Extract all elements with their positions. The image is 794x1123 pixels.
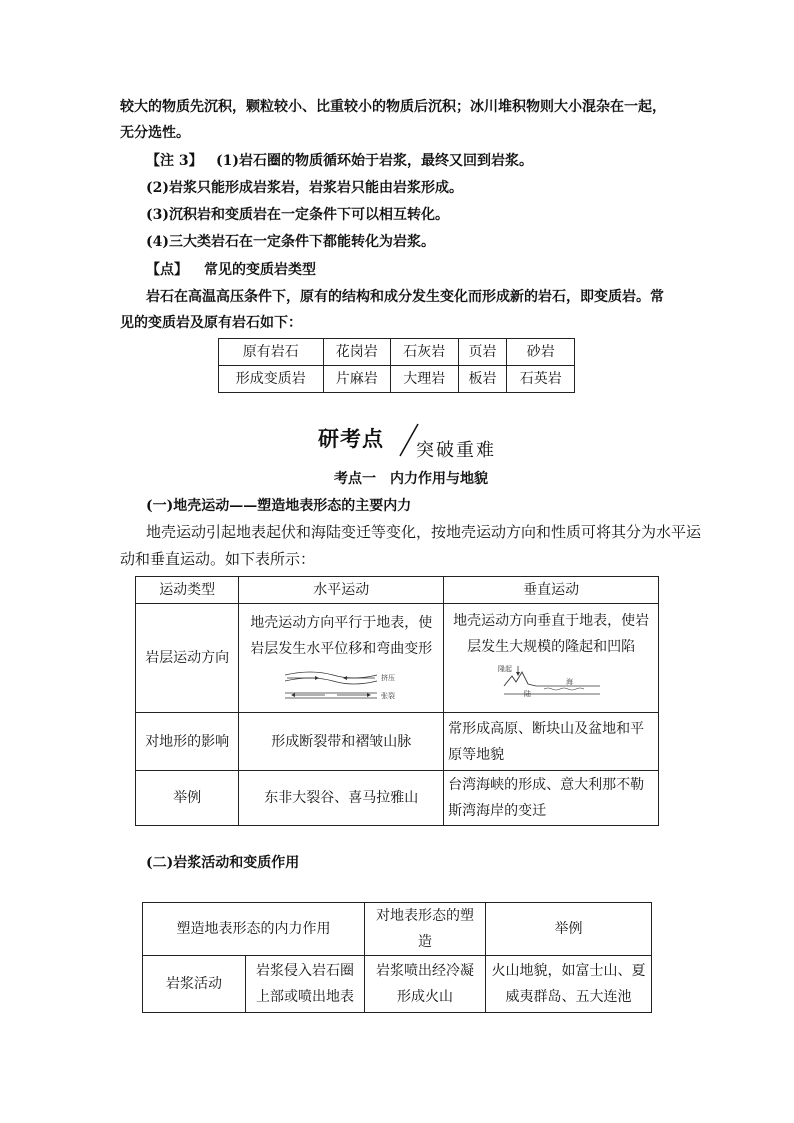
sub1-para-line-2: 动和垂直运动。如下表所示： [120,550,316,568]
row2-v-line-1: 常形成高原、断块山及盆地和平 [448,720,645,737]
diagram-label-sea: 海 [566,678,574,686]
magma-table [142,902,652,1013]
table-row-label: 岩浆活动 [143,956,246,1013]
magma-c3-line-2: 形成火山 [397,989,453,1005]
table-row [143,956,652,1013]
table-cell [444,713,659,771]
table-cell [246,956,365,1013]
table-cell: 大理岩 [391,366,458,393]
row2-v-line-2: 原等地貌 [448,746,505,763]
table-row-label: 举例 [136,771,239,826]
table-row [219,339,575,366]
horizontal-movement-diagram [281,666,401,702]
table-cell: 砂岩 [507,339,575,366]
table-row [136,771,659,826]
diagram-label-land: 陆 [524,690,532,698]
table-row [136,604,659,713]
table-cell: 片麻岩 [323,366,390,393]
table-row [136,577,659,604]
note3-item-3: (3)沉积岩和变质岩在一定条件下可以相互转化。 [146,207,449,223]
table-row [136,713,659,771]
section-header-small: 突破重难 [416,440,496,461]
kaodian-title: 考点一 内力作用与地貌 [334,471,488,487]
table-cell: 板岩 [458,366,507,393]
table-header-cell: 运动类型 [136,577,239,604]
table-cell [444,771,659,826]
table-cell [239,604,444,713]
note3-tag: 【注 3】 [146,153,203,169]
rock-table [218,338,575,393]
table-cell: 东非大裂谷、喜马拉雅山 [239,771,444,826]
diagram-label-uplift: 隆起 [498,665,513,673]
row1-v-line-2: 层发生大规模的隆起和凹陷 [467,639,636,655]
sub1-para-line-1: 地壳运动引起地表起伏和海陆变迁等变化，按地壳运动方向和性质可将其分为水平运 [146,523,702,541]
magma-c4-line-1: 火山地貌，如富士山、夏 [491,963,646,979]
row1-v-line-1: 地壳运动方向垂直于地表，使岩 [453,613,650,629]
table-header-cell: 水平运动 [239,577,444,604]
sub1-heading: (一)地壳运动——塑造地表形态的主要内力 [146,498,412,514]
note3-item-2: (2)岩浆只能形成岩浆岩，岩浆岩只能由岩浆形成。 [146,180,463,196]
row3-v-line-1: 台湾海峡的形成、意大利那不勒 [448,777,645,793]
note3-item-1: (1)岩石圈的物质循环始于岩浆，最终又回到岩浆。 [216,153,533,169]
table-cell: 页岩 [458,339,507,366]
table-cell: 石灰岩 [391,339,458,366]
table-header-cell: 举例 [486,903,652,956]
sub2-heading: (二)岩浆活动和变质作用 [146,855,300,871]
table-row [219,366,575,393]
diagram-label-squeeze: 挤压 [381,674,396,682]
vertical-movement-diagram [496,662,606,702]
diagram-label-rift: 张裂 [381,692,396,700]
table-cell [486,956,652,1013]
magma-header2-line-2: 造 [418,934,432,950]
table-cell: 形成变质岩 [219,366,324,393]
magma-c2-line-1: 岩浆侵入岩石圈 [256,963,354,979]
table-row-label: 对地形的影响 [136,713,239,771]
magma-header2-line-1: 对地表形态的塑 [376,908,474,924]
magma-c2-line-2: 上部或喷出地表 [256,989,354,1005]
table-header-cell: 塑造地表形态的内力作用 [143,903,365,956]
row1-h-line-1: 地壳运动方向平行于地表，使 [250,615,433,631]
magma-c4-line-2: 威夷群岛、五大连池 [505,989,632,1005]
point-tag: 【点】 [146,262,188,278]
intro-line-1: 较大的物质先沉积，颗粒较小、比重较小的物质后沉积；冰川堆积物则大小混杂在一起， [120,99,666,115]
point-para-line-2: 见的变质岩及原有岩石如下： [120,315,302,331]
point-title: 常见的变质岩类型 [204,262,316,278]
section-header-big: 研考点 [318,427,384,451]
table-cell: 花岗岩 [323,339,390,366]
table-cell: 石英岩 [507,366,575,393]
point-para-line-1: 岩石在高温高压条件下，原有的结构和成分发生变化而形成新的岩石，即变质岩。常 [146,289,664,305]
table-header-cell: 垂直运动 [444,577,659,604]
table-cell [365,956,486,1013]
row3-v-line-2: 斯湾海岸的变迁 [448,803,547,819]
table-row-label: 岩层运动方向 [136,604,239,713]
intro-line-2: 无分选性。 [120,125,190,141]
table-row [143,903,652,956]
table-cell [444,604,659,713]
magma-c3-line-1: 岩浆喷出经冷凝 [376,963,474,979]
table-cell: 原有岩石 [219,339,324,366]
row1-h-line-2: 岩层发生水平位移和弯曲变形 [250,641,433,657]
movement-table [135,576,659,826]
table-header-cell [365,903,486,956]
note3-item-4: (4)三大类岩石在一定条件下都能转化为岩浆。 [146,234,435,250]
table-cell: 形成断裂带和褶皱山脉 [239,713,444,771]
